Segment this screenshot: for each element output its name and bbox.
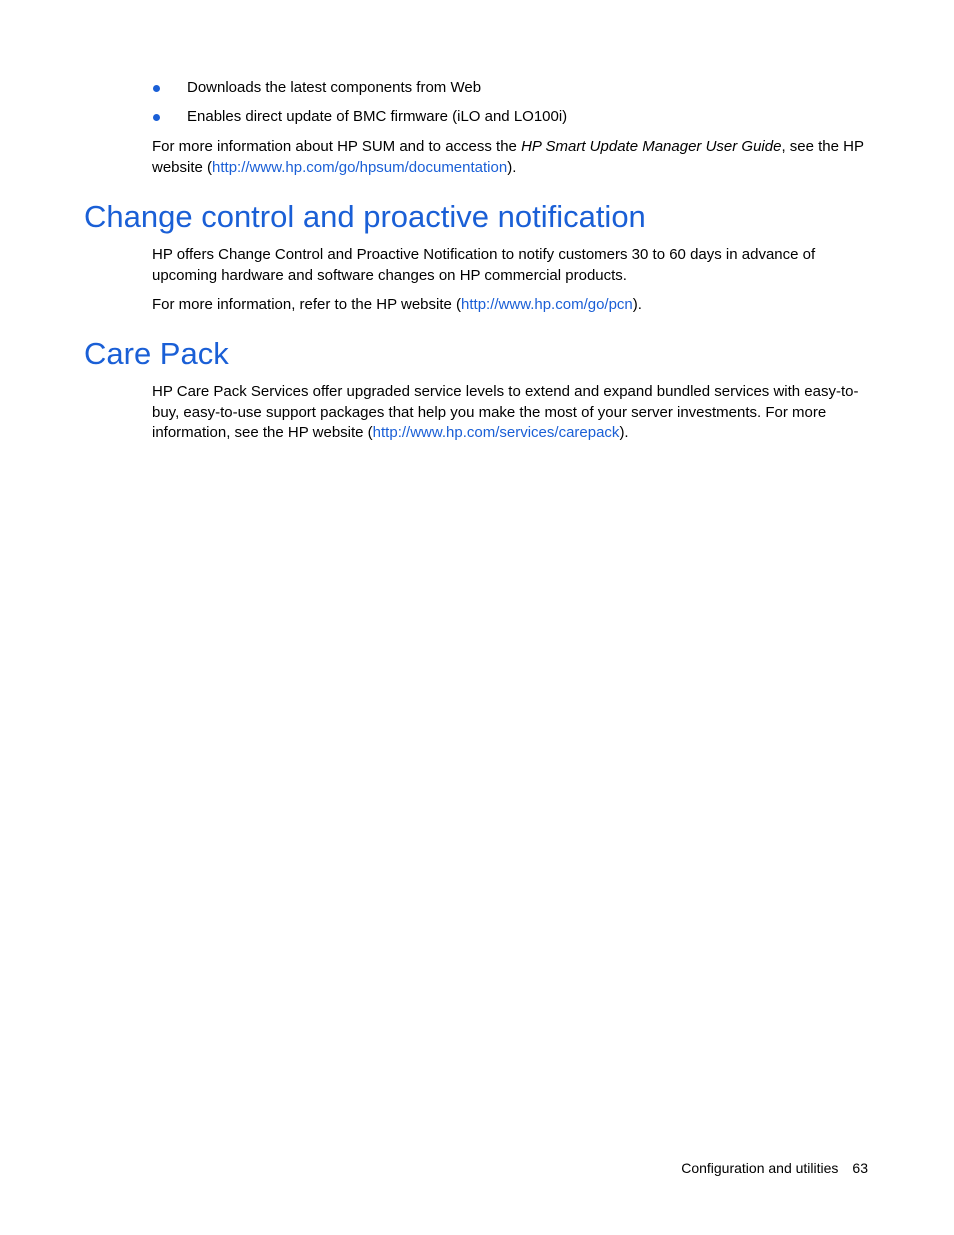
pcn-link[interactable]: http://www.hp.com/go/pcn (461, 296, 633, 313)
page-number: 63 (852, 1160, 868, 1176)
change-control-paragraph: HP offers Change Control and Proactive Notification to notify customers 30 to 60 days in advance of upcoming hardware and software changes on HP commercial products. (152, 246, 816, 284)
footer-section-title: Configuration and utilities (681, 1160, 839, 1176)
section-heading-care-pack: Care Pack (84, 336, 229, 371)
page-footer (681, 1158, 868, 1178)
bullet-text: Downloads the latest components from Web (187, 79, 482, 96)
pcn-info-paragraph: For more information, refer to the HP website (http://www.hp.com/go/pcn). (152, 296, 642, 313)
section-heading-change-control: Change control and proactive notification (84, 199, 646, 234)
feature-bullet-list (152, 78, 872, 136)
hpsum-documentation-link[interactable]: http://www.hp.com/go/hpsum/documentation (212, 158, 508, 176)
bullet-icon (153, 114, 160, 121)
hpsum-info-paragraph: For more information about HP SUM and to access the HP Smart Update Manager User Guide, see the HP website (http://www.hp.com/go/hpsum/documentation). (152, 138, 864, 176)
list-item (152, 107, 872, 128)
user-guide-title: HP Smart Update Manager User Guide (521, 138, 782, 155)
bullet-icon (153, 85, 160, 92)
list-item (152, 78, 872, 99)
bullet-text: Enables direct update of BMC firmware (iLO and LO100i) (187, 108, 568, 125)
care-pack-paragraph: HP Care Pack Services offer upgraded service levels to extend and expand bundled services with easy-to-buy, easy-to-use support packages that help you make the most of your server investments. For more information, see the HP website (http://www.hp.com/services/carepack). (152, 383, 859, 441)
carepack-link[interactable]: http://www.hp.com/services/carepack (372, 424, 620, 441)
